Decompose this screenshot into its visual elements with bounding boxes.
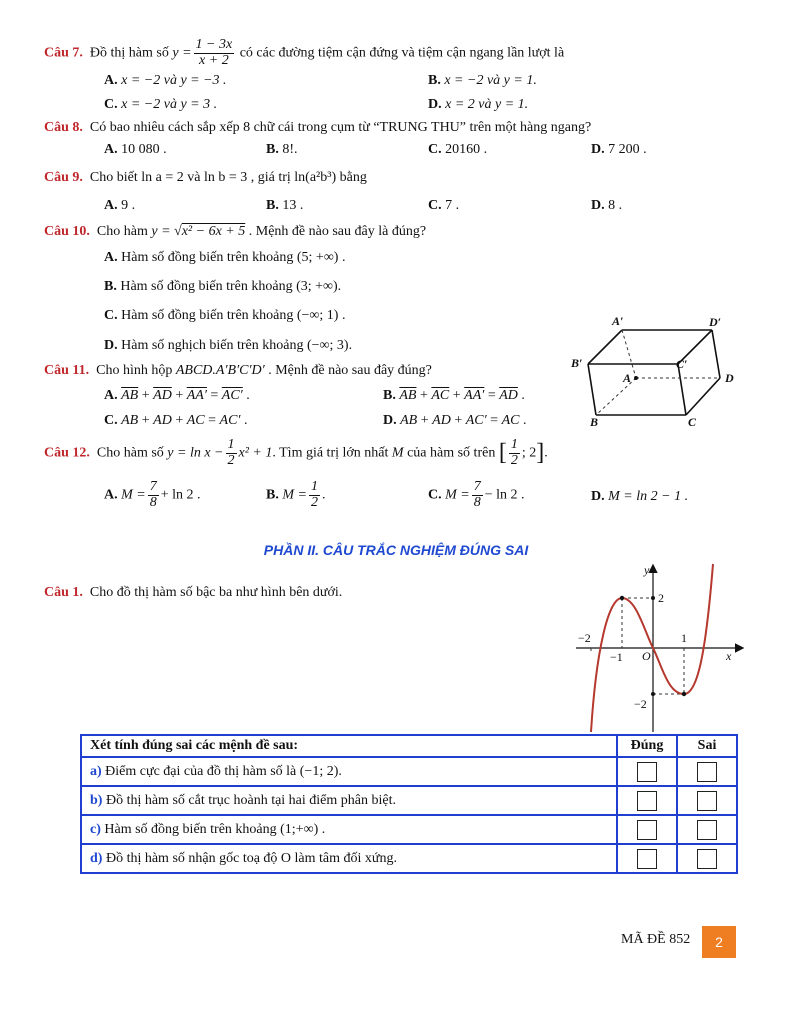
question-text: Đồ thị hàm số xyxy=(89,45,169,61)
vector: AA′ xyxy=(186,388,207,403)
edge xyxy=(588,364,596,415)
option-text: 8 . xyxy=(608,198,623,213)
option-text: Hàm số đồng biến trên khoảng (5; +∞) . xyxy=(121,250,346,265)
function-tail: x² + 1 xyxy=(238,445,273,461)
statement-text: Đồ thị hàm số cắt trục hoành tại hai điểm phân biệt. xyxy=(105,792,396,808)
option-a[interactable] xyxy=(104,198,135,214)
table-row xyxy=(81,844,737,873)
option-text: Hàm số nghịch biến trên khoảng (−∞; 3). xyxy=(121,338,353,353)
false-checkbox[interactable] xyxy=(697,762,717,782)
question-text: Cho đồ thị hàm số bậc ba như hình bên dưới. xyxy=(89,585,343,600)
option-label: B. xyxy=(266,487,279,503)
fraction xyxy=(509,438,520,468)
option-label: D. xyxy=(591,198,605,213)
false-cell xyxy=(677,757,737,786)
vector: $\overline{AB}$ xyxy=(399,388,417,403)
tick-label: −2 xyxy=(634,697,647,711)
false-cell xyxy=(677,815,737,844)
question-text: Có bao nhiêu cách sắp xếp 8 chữ cái trong cụm từ “TRUNG THU” trên một hàng ngang? xyxy=(89,120,592,135)
false-cell xyxy=(677,786,737,815)
function-lhs: y = xyxy=(151,224,171,239)
question-8 xyxy=(44,120,591,136)
statement-label: a) xyxy=(90,763,102,779)
option-label: A. xyxy=(104,250,118,265)
sqrt-argument: x² − 6x + 5 xyxy=(181,224,246,239)
option-text: x = −2 và y = 3 . xyxy=(121,97,218,112)
fraction-numerator: 1 xyxy=(510,437,518,452)
option-d[interactable] xyxy=(104,338,352,354)
option-prefix: M = xyxy=(121,487,146,503)
vertex-label: D′ xyxy=(709,315,722,329)
y-tick xyxy=(651,692,655,696)
fraction-numerator: 1 xyxy=(310,479,318,494)
option-a[interactable]: A. $\overline{AB} + \overline{AD} + AA' = AC'$ . xyxy=(104,388,250,403)
true-false-table xyxy=(80,734,738,874)
axis-label: x xyxy=(726,649,732,663)
option-d[interactable]: D. AB + AD + AC′ = AC . xyxy=(383,413,527,428)
vector: AB xyxy=(121,413,139,428)
bracket-open: [ xyxy=(498,439,507,466)
option-text: 10 080 . xyxy=(121,142,167,157)
vertex-dot xyxy=(634,376,638,380)
option-c[interactable] xyxy=(428,198,459,214)
function: y = ln x − xyxy=(167,445,224,461)
option-a[interactable] xyxy=(104,250,345,266)
option-label: C. xyxy=(428,142,442,157)
option-suffix: . xyxy=(321,487,326,503)
option-text: 7 200 . xyxy=(608,142,647,157)
origin-label: O xyxy=(642,649,651,663)
part2-question-1 xyxy=(44,585,342,601)
question-label: Câu 11. xyxy=(44,363,90,378)
option-label: A. xyxy=(104,73,118,88)
statement-text: Điểm cực đại của đồ thị hàm số là (−1; 2). xyxy=(105,763,342,779)
vector: $\overline{AD}$ xyxy=(499,388,518,403)
option-b[interactable] xyxy=(266,198,303,214)
vertex-label: A′ xyxy=(612,314,624,328)
fraction xyxy=(472,480,483,510)
tick-label: −1 xyxy=(610,650,623,664)
fraction xyxy=(226,438,237,468)
fraction-denominator: 2 xyxy=(310,494,318,510)
true-checkbox[interactable] xyxy=(637,820,657,840)
question-10 xyxy=(44,224,426,240)
option-suffix: + ln 2 . xyxy=(160,487,201,503)
fraction-denominator: x + 2 xyxy=(199,52,229,68)
vector: AC xyxy=(501,413,520,428)
statement-d xyxy=(81,844,617,873)
statement-label: d) xyxy=(90,850,103,866)
vector: AD xyxy=(432,413,451,428)
axis-label: y xyxy=(644,563,650,577)
question-text: . Mệnh đề nào sau đây đúng? xyxy=(268,363,432,378)
option-label: A. xyxy=(104,198,118,213)
question-text: có các đường tiệm cận đứng và tiệm cận ngang lần lượt là xyxy=(239,45,565,61)
option-label: C. xyxy=(104,413,118,428)
max-point xyxy=(620,596,624,600)
option-c[interactable] xyxy=(428,142,487,158)
option-text: x = 2 và y = 1. xyxy=(445,97,529,112)
option-text: 20160 . xyxy=(445,142,488,157)
option-label: B. xyxy=(266,142,279,157)
option-label: C. xyxy=(104,97,118,112)
option-d[interactable] xyxy=(591,142,647,158)
option-b[interactable] xyxy=(266,480,325,510)
statement-a xyxy=(81,757,617,786)
option-prefix: M = xyxy=(282,487,307,503)
option-label: C. xyxy=(104,308,118,323)
true-cell xyxy=(617,786,677,815)
option-d[interactable] xyxy=(428,97,528,113)
option-text: 9 . xyxy=(121,198,136,213)
vertex-label: D xyxy=(725,371,734,385)
fraction-numerator: 7 xyxy=(149,479,157,494)
question-11 xyxy=(44,363,432,379)
vector: AC′ xyxy=(465,413,487,428)
option-c[interactable] xyxy=(104,97,217,113)
bracket-close: ] xyxy=(536,439,545,466)
option-c[interactable] xyxy=(428,480,525,510)
table-row xyxy=(81,786,737,815)
option-prefix: M = ln 2 − 1 . xyxy=(608,489,689,504)
fraction-numerator: 7 xyxy=(473,479,481,494)
header-false: Sai xyxy=(677,735,737,757)
option-d[interactable] xyxy=(591,489,688,505)
page-number: 2 xyxy=(702,926,736,958)
option-suffix: − ln 2 . xyxy=(484,487,525,503)
vector: AA′ xyxy=(464,388,485,403)
option-b[interactable]: B. $\overline{AB} + \overline{AC} + AA' = \overline{AD}$ . xyxy=(383,388,525,403)
question-text: . Tìm giá trị lớn nhất xyxy=(272,445,389,461)
option-c[interactable]: C. AB + AD + AC = AC′ . xyxy=(104,413,248,428)
option-b[interactable] xyxy=(266,142,298,158)
false-cell xyxy=(677,844,737,873)
question-12: Câu 12. Cho hàm số y = ln x − $\frac{1}{2}$ x² + 1. Tìm giá trị lớn nhất M của hàm số trên [ $\frac{1}{2}$ ; 2]. xyxy=(44,437,548,468)
table-row xyxy=(81,757,737,786)
option-text: x = −2 và y = 1. xyxy=(444,73,537,88)
option-text: Hàm số đồng biến trên khoảng (−∞; 1) . xyxy=(121,308,346,323)
option-text: 13 . xyxy=(282,198,304,213)
option-label: A. xyxy=(104,142,118,157)
option-a[interactable] xyxy=(104,73,227,89)
option-label: D. xyxy=(428,97,442,112)
option-label: B. xyxy=(266,198,279,213)
option-label: D. xyxy=(383,413,397,428)
false-checkbox[interactable] xyxy=(697,849,717,869)
true-cell xyxy=(617,844,677,873)
option-label: B. xyxy=(104,279,117,294)
box-name: ABCD.A′B′C′D′ xyxy=(175,363,265,378)
table-row xyxy=(81,815,737,844)
fraction xyxy=(194,38,235,68)
vertex-label: B′ xyxy=(571,356,583,370)
option-label: C. xyxy=(428,487,442,503)
header-statement: Xét tính đúng sai các mệnh đề sau: xyxy=(81,735,617,757)
sqrt-sign: √ xyxy=(174,224,182,239)
option-b[interactable] xyxy=(104,279,341,295)
edge xyxy=(712,330,720,378)
vertex-label: C xyxy=(688,415,697,429)
question-7 xyxy=(44,38,564,68)
question-text: Cho hàm số xyxy=(96,445,164,461)
statement-label: b) xyxy=(90,792,103,808)
vector: $\overline{AB}$ xyxy=(121,388,139,403)
option-label: A. xyxy=(104,487,118,503)
option-label: D. xyxy=(591,489,605,504)
question-label: Câu 9. xyxy=(44,170,83,185)
option-a[interactable] xyxy=(104,142,167,158)
y-tick xyxy=(651,596,655,600)
question-label: Câu 10. xyxy=(44,224,90,239)
true-checkbox[interactable] xyxy=(637,849,657,869)
fraction-numerator: 1 xyxy=(227,437,235,452)
fraction-denominator: 2 xyxy=(510,452,518,468)
cubic-graph xyxy=(568,560,748,736)
vector: $\overline{AD}$ xyxy=(153,388,172,403)
option-label: B. xyxy=(428,73,441,88)
variable: M xyxy=(391,445,404,461)
question-label: Câu 1. xyxy=(44,585,83,600)
true-cell xyxy=(617,757,677,786)
option-label: D. xyxy=(104,338,118,353)
option-text: x = −2 và y = −3 . xyxy=(121,73,227,88)
table-header xyxy=(81,735,737,757)
vector: AC′ xyxy=(221,388,243,403)
fraction-denominator: 8 xyxy=(473,494,481,510)
edge xyxy=(678,364,686,415)
tick-label: 2 xyxy=(658,591,664,605)
statement-b xyxy=(81,786,617,815)
question-text: của hàm số trên xyxy=(407,445,496,461)
function-lhs: y = xyxy=(172,45,192,61)
option-prefix: M = xyxy=(445,487,470,503)
fraction-numerator: 1 − 3x xyxy=(195,37,233,52)
edge xyxy=(588,330,622,364)
option-d[interactable] xyxy=(591,198,622,214)
interval-end: ; 2 xyxy=(521,445,537,461)
question-9 xyxy=(44,170,367,186)
option-label: B. xyxy=(383,388,396,403)
vector: $\overline{AC}$ xyxy=(431,388,450,403)
fraction-denominator: 8 xyxy=(149,494,157,510)
option-label: A. xyxy=(104,388,118,403)
option-c[interactable] xyxy=(104,308,345,324)
vector: AB xyxy=(400,413,418,428)
section-title: PHẦN II. CÂU TRẮC NGHIỆM ĐÚNG SAI xyxy=(263,542,529,558)
true-cell xyxy=(617,815,677,844)
exam-code: MÃ ĐỀ 852 xyxy=(621,932,691,947)
tick-label: −2 xyxy=(578,631,591,645)
question-text: Cho biết ln a = 2 và ln b = 3 , giá trị ln(a²b³) bằng xyxy=(89,170,367,185)
vector: AC xyxy=(186,413,205,428)
false-checkbox[interactable] xyxy=(697,791,717,811)
option-text: 7 . xyxy=(445,198,460,213)
fraction-denominator: 2 xyxy=(227,452,235,468)
vertex-label: A xyxy=(623,371,632,385)
min-point xyxy=(682,692,686,696)
option-a[interactable] xyxy=(104,480,201,510)
option-label: D. xyxy=(591,142,605,157)
statement-text: Hàm số đồng biến trên khoảng (1;+∞) . xyxy=(104,821,326,837)
vertex-label: C′ xyxy=(676,357,688,371)
question-text: Cho hàm xyxy=(96,224,148,239)
header-true: Đúng xyxy=(617,735,677,757)
question-text: Cho hình hộp xyxy=(96,363,173,378)
question-label: Câu 12. xyxy=(44,445,90,461)
statement-text: Đồ thị hàm số nhận gốc toạ độ O làm tâm đối xứng. xyxy=(105,850,397,866)
statement-label: c) xyxy=(90,821,101,837)
option-text: 8!. xyxy=(282,142,298,157)
option-label: C. xyxy=(428,198,442,213)
true-checkbox[interactable] xyxy=(637,791,657,811)
question-label: Câu 8. xyxy=(44,120,83,135)
parallelepiped-figure xyxy=(568,312,750,430)
fraction xyxy=(148,480,159,510)
tick-label: 1 xyxy=(681,631,687,645)
statement-c xyxy=(81,815,617,844)
question-label: Câu 7. xyxy=(44,45,83,61)
question-text: . Mệnh đề nào sau đây là đúng? xyxy=(248,224,427,239)
false-checkbox[interactable] xyxy=(697,820,717,840)
fraction xyxy=(309,480,320,510)
option-text: Hàm số đồng biến trên khoảng (3; +∞). xyxy=(120,279,342,294)
vertex-label: B xyxy=(590,415,599,429)
true-checkbox[interactable] xyxy=(637,762,657,782)
vector: AC′ xyxy=(219,413,241,428)
option-b[interactable] xyxy=(428,73,537,89)
vector: AD xyxy=(153,413,172,428)
edge xyxy=(686,378,720,415)
